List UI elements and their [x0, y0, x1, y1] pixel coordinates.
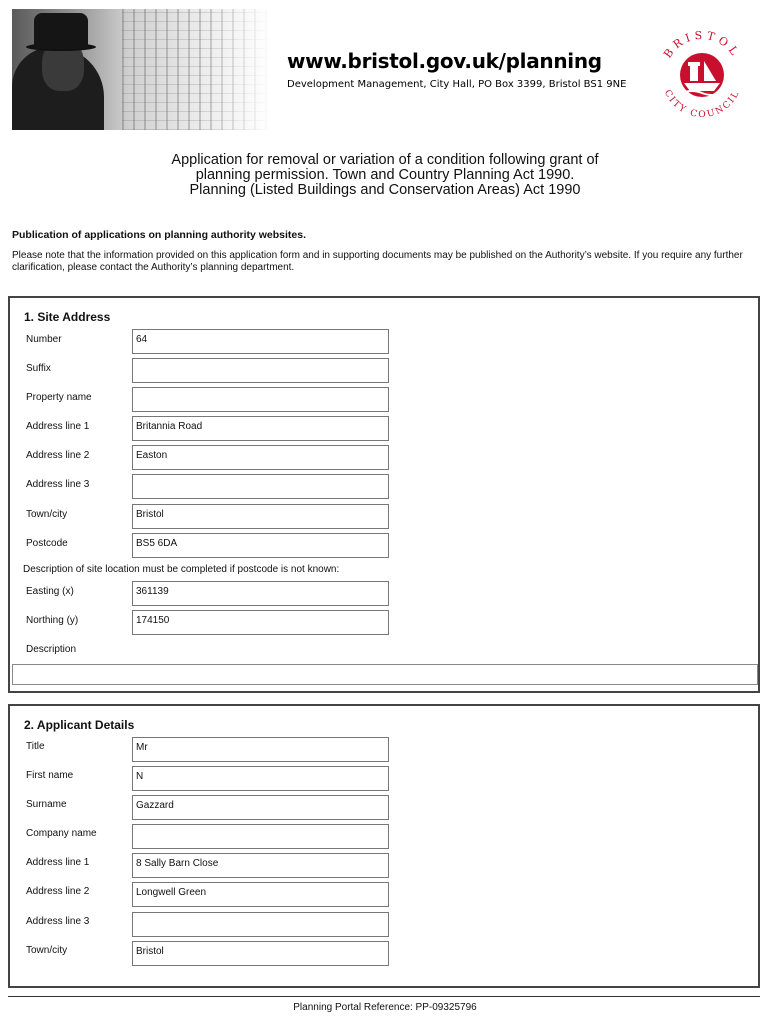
- publication-heading: Publication of applications on planning authority websites.: [12, 229, 307, 241]
- applicant-address-line-3-field[interactable]: [132, 912, 389, 937]
- statue-hat: [34, 13, 88, 49]
- footer-divider: [8, 996, 760, 997]
- location-note: Description of site location must be completed if postcode is not known:: [23, 564, 340, 575]
- postcode-label: Postcode: [26, 538, 68, 549]
- number-label: Number: [26, 334, 62, 345]
- form-title: [100, 153, 670, 198]
- applicant-details-section: [8, 704, 760, 988]
- surname-field[interactable]: Gazzard: [132, 795, 389, 820]
- site-address: Development Management, City Hall, PO Box 3399, Bristol BS1 9NE: [287, 79, 627, 90]
- section-title: 1. Site Address: [24, 310, 111, 324]
- northing-field[interactable]: 174150: [132, 610, 389, 635]
- address-line-3-label: Address line 3: [26, 479, 90, 490]
- description-label: Description: [26, 644, 77, 655]
- first-name-label: First name: [26, 770, 74, 781]
- section-title: 2. Applicant Details: [24, 718, 135, 732]
- site-url[interactable]: www.bristol.gov.uk/planning: [287, 49, 602, 73]
- easting-field[interactable]: 361139: [132, 581, 389, 606]
- header-photo: [12, 9, 270, 130]
- town-city-field[interactable]: Bristol: [132, 504, 389, 529]
- form-title-line-2: planning permission. Town and Country Planning Act 1990.: [195, 167, 575, 183]
- number-field[interactable]: 64: [132, 329, 389, 354]
- first-name-field[interactable]: N: [132, 766, 389, 791]
- address-line-1-label: Address line 1: [26, 421, 90, 432]
- suffix-field[interactable]: [132, 358, 389, 383]
- logo-text-top: BRISTOL: [661, 28, 743, 61]
- form-title-line-1: Application for removal or variation of a condition following grant of: [171, 152, 599, 168]
- property-name-field[interactable]: [132, 387, 389, 412]
- building-graphic: [122, 9, 270, 130]
- surname-label: Surname: [26, 799, 67, 810]
- applicant-address-line-1-label: Address line 1: [26, 857, 90, 868]
- address-line-2-field[interactable]: Easton: [132, 445, 389, 470]
- company-name-field[interactable]: [132, 824, 389, 849]
- applicant-address-line-2-label: Address line 2: [26, 886, 90, 897]
- postcode-field[interactable]: BS5 6DA: [132, 533, 389, 558]
- address-line-1-field[interactable]: Britannia Road: [132, 416, 389, 441]
- applicant-town-city-field[interactable]: Bristol: [132, 941, 389, 966]
- bristol-city-council-logo: [652, 25, 752, 125]
- address-line-3-field[interactable]: [132, 474, 389, 499]
- easting-label: Easting (x): [26, 586, 74, 597]
- town-city-label: Town/city: [26, 509, 68, 520]
- northing-label: Northing (y): [26, 615, 79, 626]
- publication-text: Please note that the information provided on this application form and in supporting documents may be published on the Authority’s website. If you require any further clarification, please contact the Authority’s planning department.: [12, 250, 743, 273]
- property-name-label: Property name: [26, 392, 92, 403]
- description-field[interactable]: [12, 664, 758, 685]
- applicant-town-city-label: Town/city: [26, 945, 68, 956]
- address-line-2-label: Address line 2: [26, 450, 90, 461]
- site-address-section: [8, 296, 760, 693]
- applicant-address-line-3-label: Address line 3: [26, 916, 90, 927]
- suffix-label: Suffix: [26, 363, 51, 374]
- applicant-address-line-1-field[interactable]: 8 Sally Barn Close: [132, 853, 389, 878]
- form-title-line-3: Planning (Listed Buildings and Conservation Areas) Act 1990: [189, 182, 581, 198]
- portal-reference: Planning Portal Reference: PP-09325796: [293, 1002, 477, 1013]
- applicant-address-line-2-field[interactable]: Longwell Green: [132, 882, 389, 907]
- title-label: Title: [26, 741, 45, 752]
- company-name-label: Company name: [26, 828, 97, 839]
- title-field[interactable]: Mr: [132, 737, 389, 762]
- logo-text-bottom: CITY COUNCIL: [661, 88, 743, 121]
